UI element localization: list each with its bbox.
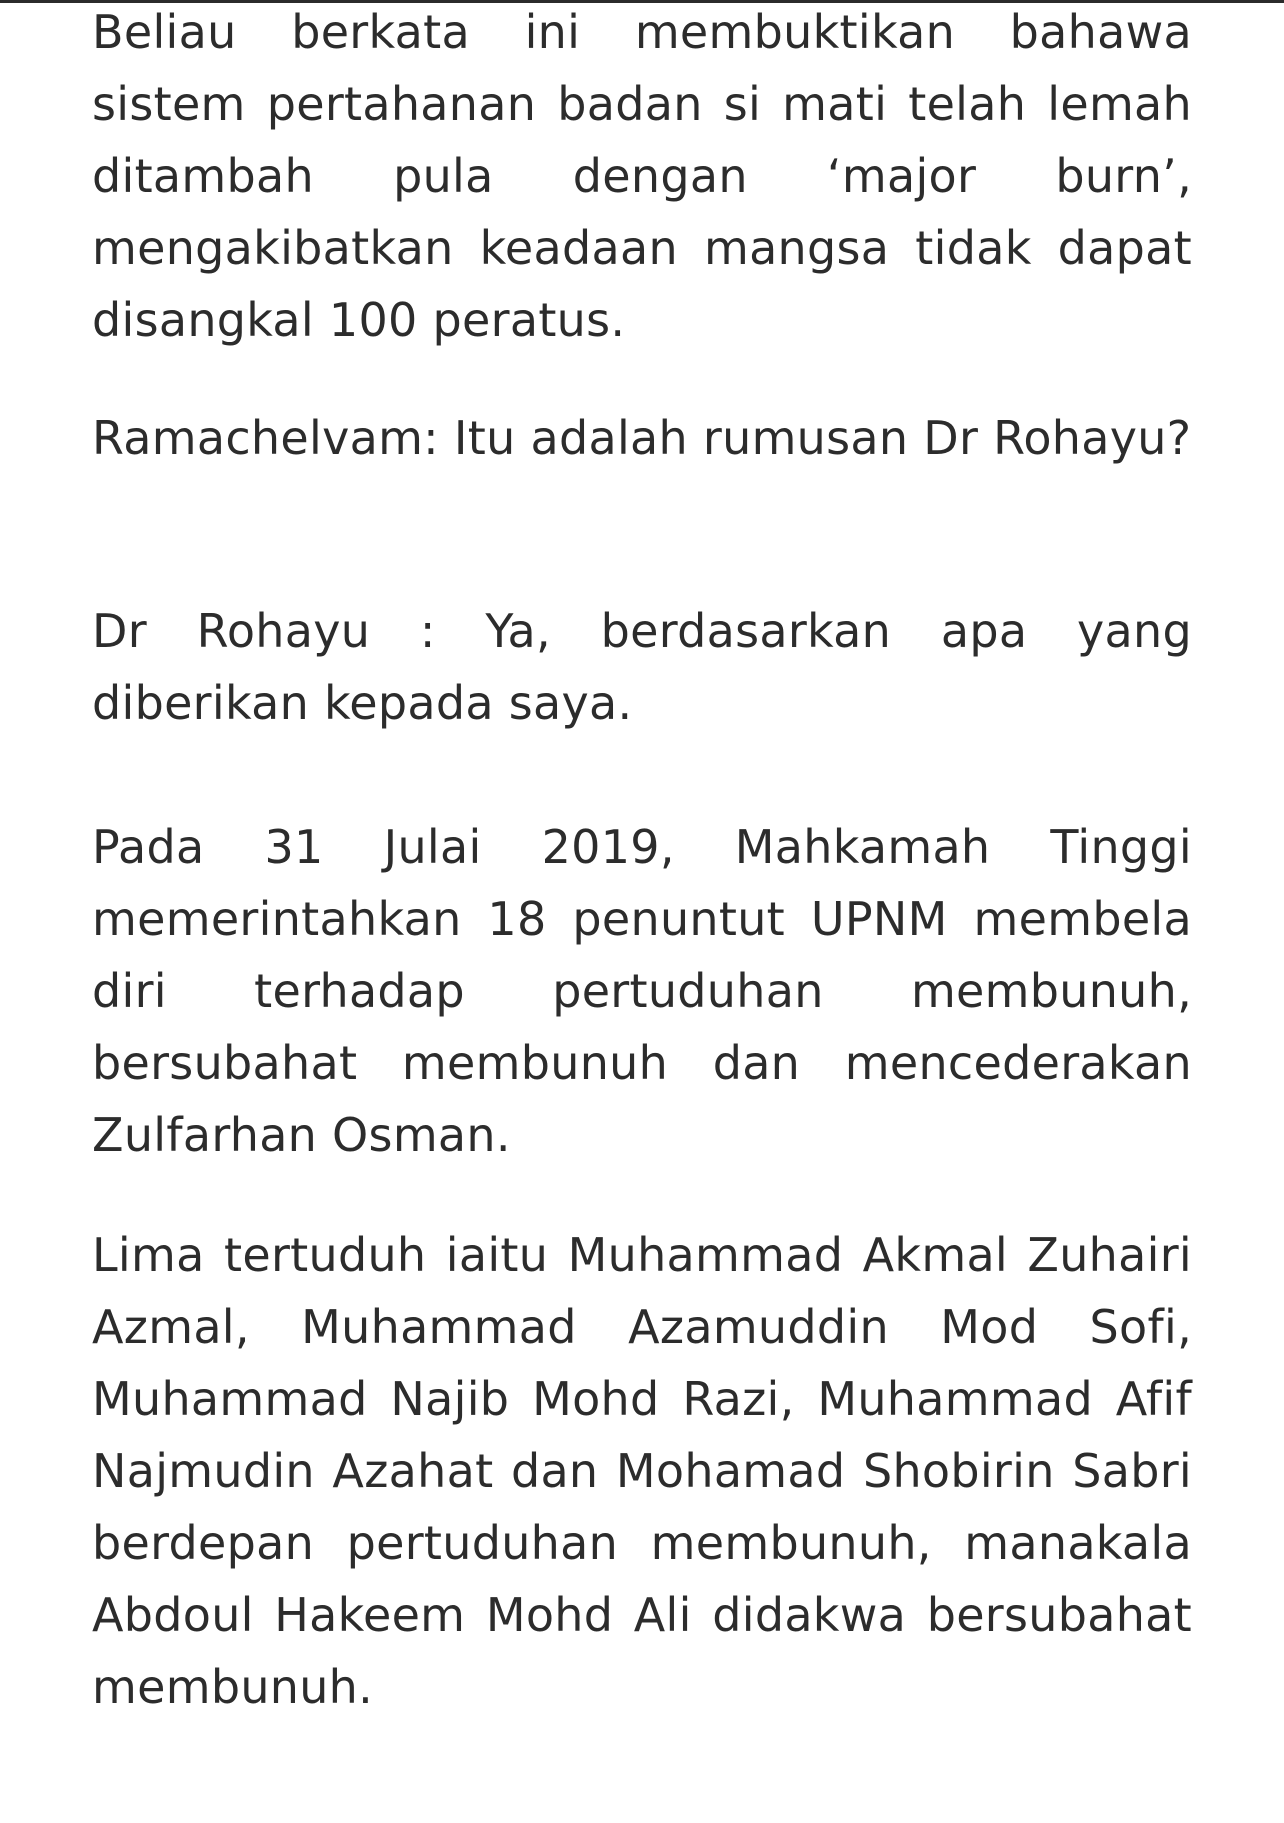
paragraph-court-order: Pada 31 Julai 2019, Mahkamah Tinggi memerintahkan 18 penuntut UPNM membela diri terhadap pertuduhan membunuh, bersubahat membunuh dan mencederakan Zulfarhan Osman. [92,820,1192,1162]
paragraph-doctor-statement: Beliau berkata ini membuktikan bahawa sistem pertahanan badan si mati telah lemah ditambah pula dengan ‘major burn’, mengakibatkan keadaan mangsa tidak dapat disangkal 100 peratus. [92,5,1192,347]
paragraph-rohayu-answer: Dr Rohayu : Ya, berdasarkan apa yang diberikan kepada saya. [92,604,1192,730]
paragraph-ramachelvam-question: Ramachelvam: Itu adalah rumusan Dr Rohayu? [92,411,1192,465]
paragraph-accused-list: Lima tertuduh iaitu Muhammad Akmal Zuhairi Azmal, Muhammad Azamuddin Mod Sofi, Muhammad Najib Mohd Razi, Muhammad Afif Najmudin Azahat dan Mohamad Shobirin Sabri berdepan pertuduhan membunuh, manakala Abdoul Hakeem Mohd Ali didakwa bersubahat membunuh. [92,1228,1192,1714]
